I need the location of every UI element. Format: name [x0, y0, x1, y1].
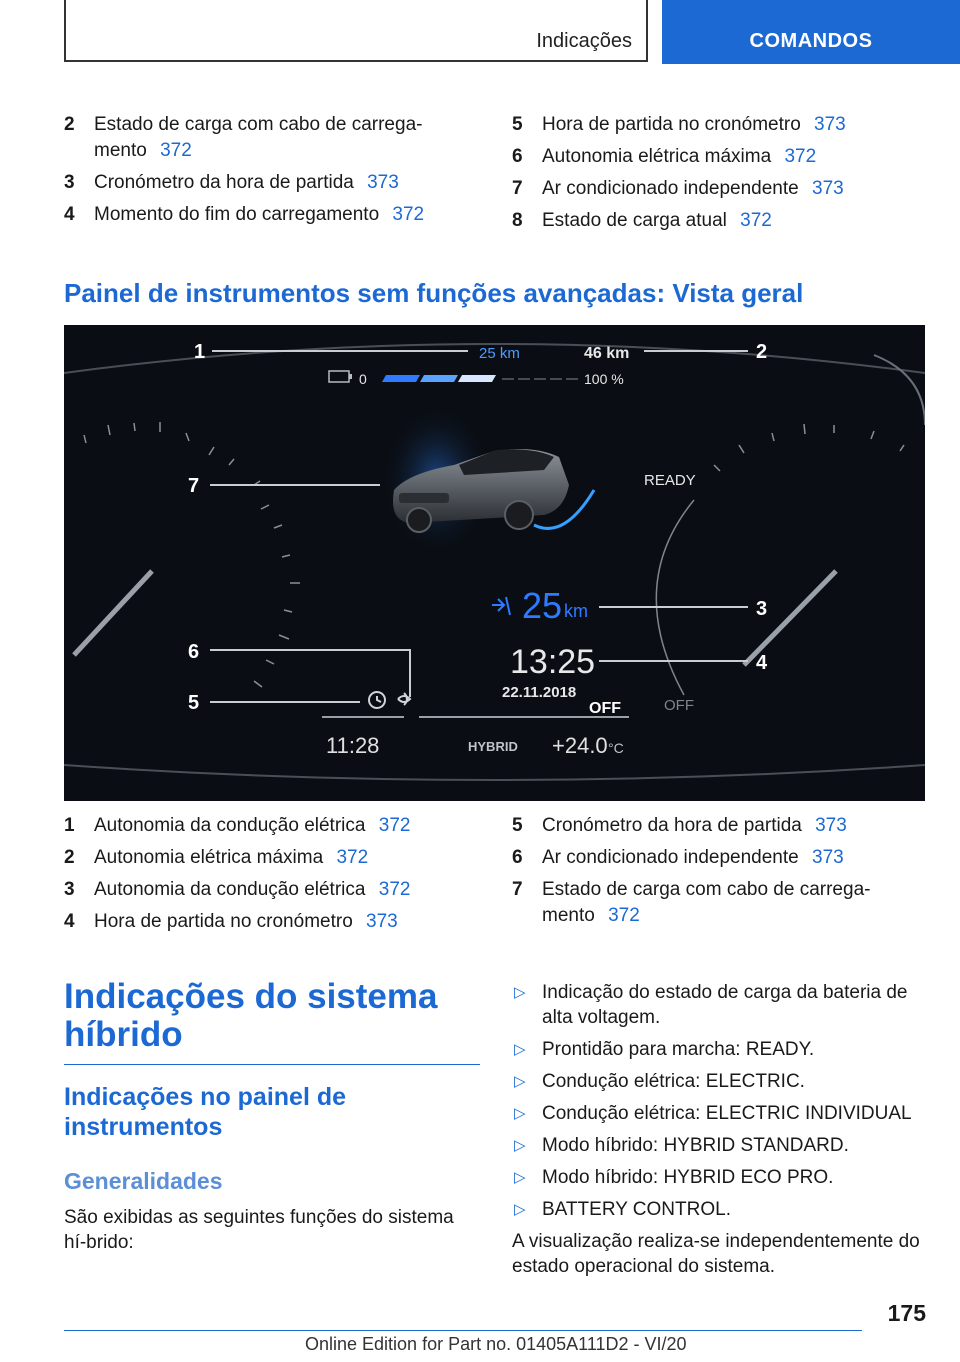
page-ref-link[interactable]: 373	[812, 178, 844, 199]
callout-6: 6	[188, 641, 200, 663]
triangle-bullet-icon: ▷	[514, 1105, 526, 1122]
page-ref-link[interactable]: 372	[784, 146, 817, 167]
range-max-value: 46 km	[584, 345, 630, 362]
top-list-right	[512, 112, 932, 240]
list-item: 7 Ar condicionado independente 373	[512, 178, 844, 199]
footer-divider	[64, 1330, 862, 1331]
temperature-value: +24.0	[552, 733, 608, 758]
soc-bar	[382, 375, 579, 382]
page-ref-link[interactable]: 373	[814, 114, 846, 135]
page-ref-link[interactable]: 372	[378, 879, 411, 900]
list-item-text: Momento do fim do carregamento	[94, 204, 380, 225]
departure-time: 13:25	[510, 643, 596, 681]
legend-list-left	[64, 813, 484, 941]
bullet-item: ▷ Prontidão para marcha: READY.	[514, 1039, 815, 1060]
triangle-bullet-icon: ▷	[514, 1073, 526, 1090]
list-item-text: Ar condicionado independente	[542, 847, 799, 868]
bullet-item: ▷ Indicação do estado de carga da bateria de alta voltagem.	[514, 982, 908, 1028]
list-item: 5 Cronómetro da hora de partida 373	[512, 815, 847, 836]
fan-icon	[398, 693, 410, 705]
range-top-value: 25 km	[479, 345, 520, 362]
list-item-text: Hora de partida no cronómetro	[542, 114, 801, 135]
bullet-item: ▷ BATTERY CONTROL.	[514, 1199, 731, 1220]
header-chapter-tab[interactable]	[662, 0, 960, 64]
departure-date: 22.11.2018	[502, 684, 577, 701]
ready-label: READY	[644, 472, 696, 489]
section-title: Painel de instrumentos sem funções avançadas: Vista geral	[64, 278, 804, 308]
legend-list-right	[512, 813, 932, 935]
header-chapter-title: COMANDOS	[749, 30, 873, 52]
list-item-text: Autonomia elétrica máxima	[542, 146, 772, 167]
bullet-item: ▷ Condução elétrica: ELECTRIC INDIVIDUAL	[514, 1103, 912, 1124]
main-heading: Indicações do sistema híbrido	[64, 978, 480, 1065]
triangle-bullet-icon: ▷	[514, 1201, 526, 1218]
page-ref-link[interactable]: 373	[815, 815, 847, 836]
bezel-right-corner	[874, 355, 925, 425]
right-gauge-arc	[656, 500, 694, 695]
callout-3: 3	[756, 598, 768, 620]
list-item: 6 Ar condicionado independente 373	[512, 847, 844, 868]
intro-paragraph: São exibidas as seguintes funções do sistema hí-brido:	[64, 1207, 454, 1253]
list-item: 2 Autonomia elétrica máxima 372	[64, 847, 369, 868]
timer-icon	[369, 692, 385, 708]
minor-heading: Generalidades	[64, 1168, 223, 1194]
list-item-text: Autonomia da condução elétrica	[94, 879, 366, 900]
bullet-item: ▷ Modo híbrido: HYBRID STANDARD.	[514, 1135, 849, 1156]
page-ref-link[interactable]: 373	[367, 172, 399, 193]
callout-7: 7	[188, 475, 200, 497]
page-ref-link[interactable]: 373	[812, 847, 844, 868]
off-gauge-label: OFF	[664, 697, 694, 714]
range-icon	[492, 597, 510, 615]
list-item-text: Hora de partida no cronómetro	[94, 911, 353, 932]
closing-paragraph: A visualização realiza-se independentemente do estado operacional do sistema.	[512, 1231, 920, 1277]
list-item: 5 Hora de partida no cronómetro 373	[512, 114, 846, 135]
page-number: 175	[887, 1300, 926, 1326]
list-item: 6 Autonomia elétrica máxima 372	[512, 146, 817, 167]
page-ref-link[interactable]: 372	[378, 815, 411, 836]
triangle-bullet-icon: ▷	[514, 1169, 526, 1186]
battery-icon	[329, 371, 352, 382]
list-item-text: Autonomia elétrica máxima	[94, 847, 324, 868]
page-ref-link[interactable]: 372	[392, 204, 425, 225]
page-ref-link[interactable]: 373	[366, 911, 398, 932]
list-item-text: Estado de carga com cabo de carrega-mento 372	[542, 879, 871, 926]
range-big-value: 25	[522, 585, 563, 626]
bullet-item: ▷ Condução elétrica: ELECTRIC.	[514, 1071, 805, 1092]
range-big-unit: km	[564, 601, 588, 621]
soc-min: 0	[359, 371, 367, 387]
list-item-text: Cronómetro da hora de partida	[542, 815, 802, 836]
bezel-bottom-arc	[64, 765, 925, 780]
list-item-text: Cronómetro da hora de partida	[94, 172, 354, 193]
header-section-box	[64, 0, 648, 62]
clock-value: 11:28	[326, 733, 380, 758]
list-item-text: Ar condicionado independente	[542, 178, 799, 199]
list-item-text: Autonomia da condução elétrica	[94, 815, 366, 836]
list-item: 2 Estado de carga com cabo de carrega-mento 372	[64, 112, 464, 164]
callout-5: 5	[188, 692, 200, 714]
footer-edition-text: Online Edition for Part no. 01405A111D2 - VI/20	[305, 1334, 687, 1354]
bullet-list	[512, 980, 922, 1279]
instrument-cluster-figure	[64, 325, 925, 801]
temperature-unit: °C	[608, 740, 624, 756]
callout-2: 2	[756, 341, 768, 363]
soc-max: 100 %	[584, 371, 624, 387]
mode-label: HYBRID	[468, 739, 518, 754]
page-ref-link[interactable]: 372	[160, 140, 192, 161]
triangle-bullet-icon: ▷	[514, 1041, 526, 1058]
callout-4: 4	[756, 652, 768, 674]
list-item: 7 Estado de carga com cabo de carrega-mento 372	[512, 877, 932, 929]
triangle-bullet-icon: ▷	[514, 984, 526, 1001]
header-section-title: Indicações	[536, 30, 632, 52]
list-item: 1 Autonomia da condução elétrica 372	[64, 815, 411, 836]
list-item: 8 Estado de carga atual 372	[512, 210, 772, 231]
list-item: 4 Hora de partida no cronómetro 373	[64, 911, 398, 932]
list-item-text: Estado de carga atual	[542, 210, 727, 231]
right-gauge-ticks	[714, 424, 904, 471]
departure-status: OFF	[589, 700, 621, 717]
top-list-left	[64, 112, 464, 234]
page-ref-link[interactable]: 372	[740, 210, 772, 231]
triangle-bullet-icon: ▷	[514, 1137, 526, 1154]
list-item: 3 Autonomia da condução elétrica 372	[64, 879, 411, 900]
left-gauge-needle	[74, 571, 152, 655]
callout-1: 1	[194, 341, 206, 363]
list-item: 3 Cronómetro da hora de partida 373	[64, 172, 399, 193]
list-item: 4 Momento do fim do carregamento 372	[64, 204, 425, 225]
list-item-text: Estado de carga com cabo de carrega-mento 372	[94, 114, 423, 161]
page-ref-link[interactable]: 372	[608, 905, 640, 926]
bullet-item: ▷ Modo híbrido: HYBRID ECO PRO.	[514, 1167, 834, 1188]
sub-heading: Indicações no painel de instrumentos	[64, 1083, 347, 1141]
callout-line-6	[210, 650, 410, 697]
page-ref-link[interactable]: 372	[336, 847, 369, 868]
